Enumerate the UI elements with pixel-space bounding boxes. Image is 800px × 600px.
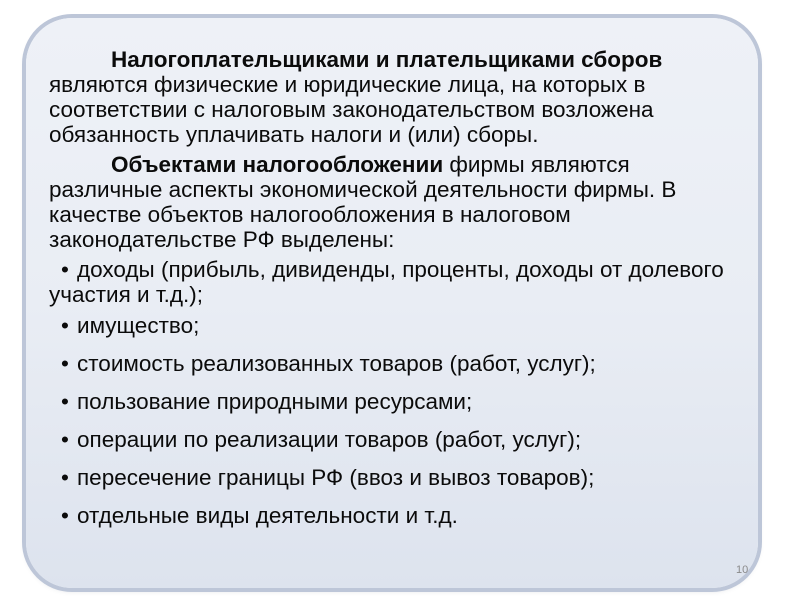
bullet-icon: • (61, 257, 69, 282)
list-item (49, 351, 749, 376)
tax-objects-list (49, 257, 749, 528)
list-item (49, 313, 749, 338)
list-item (49, 503, 749, 528)
slide-text (49, 47, 749, 541)
list-item-text: отдельные виды деятельности и т.д. (77, 503, 458, 528)
taxpayers-term: Налогоплательщиками и плательщиками сборов (111, 47, 663, 72)
list-item (49, 257, 749, 307)
list-item (49, 389, 749, 414)
tax-objects-definition: фирмы являются различные аспекты экономической деятельности фирмы. В качестве объектов налогообложения в налоговом законодательстве РФ выделены: (49, 152, 677, 252)
page-number: 10 (736, 564, 749, 576)
bullet-icon: • (61, 503, 69, 528)
bullet-icon: • (61, 313, 69, 338)
bullet-icon: • (61, 389, 69, 414)
list-item-text: пользование природными ресурсами; (77, 389, 473, 414)
list-item (49, 465, 749, 490)
bullet-icon: • (61, 465, 69, 490)
list-item-text: стоимость реализованных товаров (работ, услуг); (77, 351, 596, 376)
list-item-text: пересечение границы РФ (ввоз и вывоз товаров); (77, 465, 595, 490)
bullet-icon: • (61, 351, 69, 376)
tax-objects-paragraph (49, 152, 749, 252)
taxpayers-definition: являются физические и юридические лица, на которых в соответствии с налоговым законодательством возложена обязанность уплачивать налоги и (или) сборы. (49, 72, 654, 147)
bullet-icon: • (61, 427, 69, 452)
list-item-text: доходы (прибыль, дивиденды, проценты, доходы от долевого участия и т.д.); (49, 257, 724, 307)
list-item-text: имущество; (77, 313, 200, 338)
list-item-text: операции по реализации товаров (работ, услуг); (77, 427, 582, 452)
taxpayers-paragraph (49, 47, 749, 147)
list-item (49, 427, 749, 452)
tax-objects-term: Объектами налогообложении (111, 152, 444, 177)
